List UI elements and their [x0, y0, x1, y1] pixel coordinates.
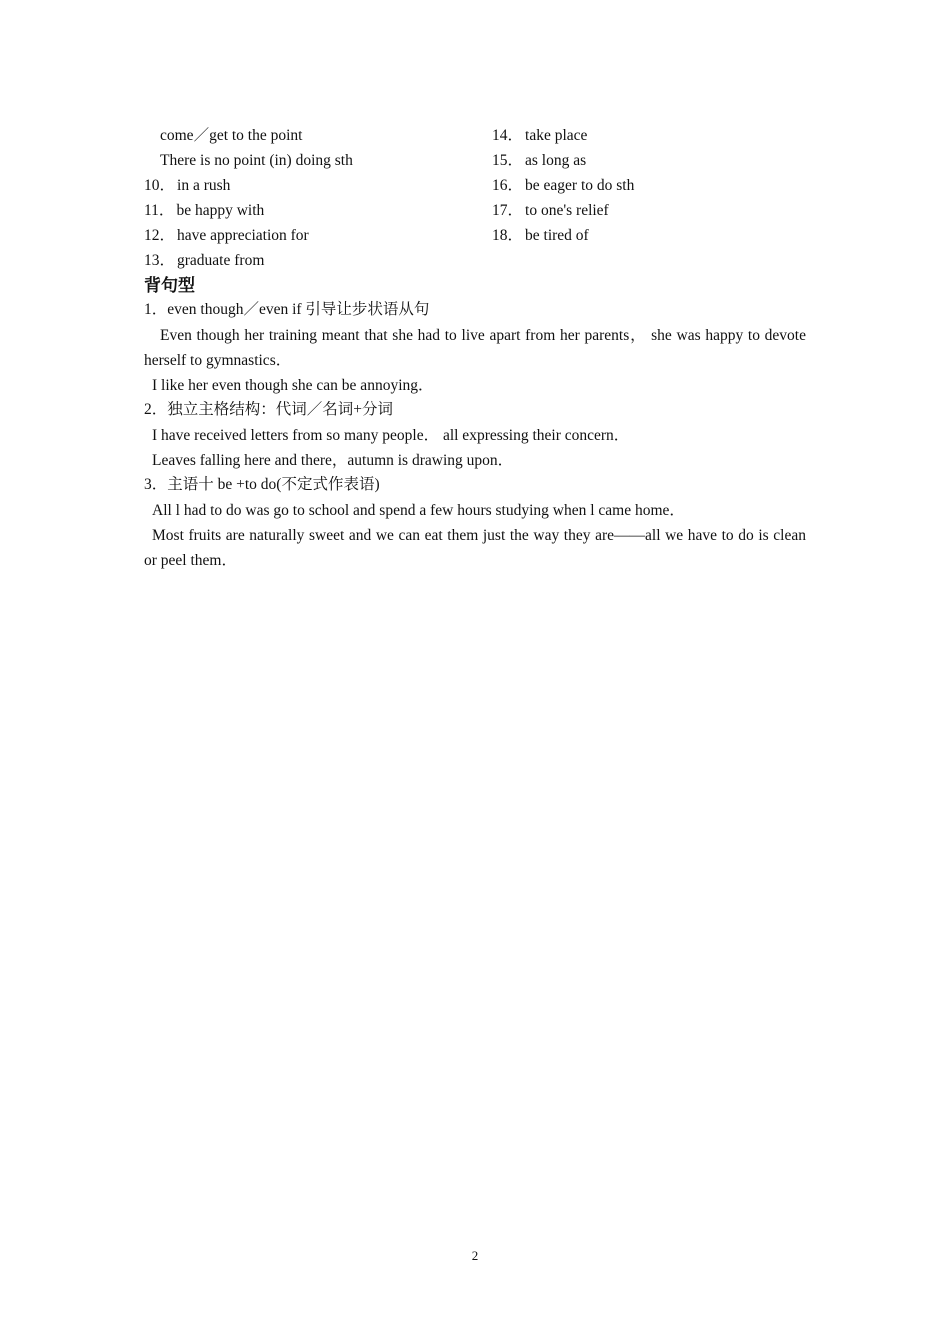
phrase-item — [160, 126, 302, 146]
phrase-item — [144, 201, 264, 221]
phrase-number: 13． — [144, 252, 176, 269]
phrase-text: have appreciation for — [177, 227, 309, 244]
example-sentence: Leaves falling here and there，autumn is drawing upon． — [152, 452, 514, 469]
pattern-title: 1．even though／even if 引导让步状语从句 — [144, 301, 430, 318]
phrase-item — [492, 176, 634, 196]
phrase-item — [144, 226, 309, 246]
section-heading: 背句型 — [144, 276, 195, 296]
phrase-number: 16． — [492, 177, 524, 194]
pattern-title: 3．主语十 be +to do(不定式作表语) — [144, 476, 380, 493]
example-sentence: I have received letters from so many people． all expressing their concern． — [152, 427, 630, 444]
example-sentence: All l had to do was go to school and spend a few hours studying when l came home． — [152, 502, 685, 519]
pattern-title: 2．独立主格结构：代词／名词+分词 — [144, 401, 393, 418]
phrase-text: be tired of — [525, 227, 589, 244]
phrase-text: be happy with — [176, 202, 265, 219]
phrase-text: come／get to the point — [160, 127, 303, 144]
example-sentence: I like her even though she can be annoying． — [152, 377, 434, 394]
phrase-text: graduate from — [177, 252, 265, 269]
phrase-text: in a rush — [177, 177, 231, 194]
phrase-number: 10． — [144, 177, 176, 194]
phrase-item — [492, 151, 586, 171]
phrase-item — [160, 151, 353, 171]
phrase-number: 17． — [492, 202, 524, 219]
phrase-number: 14． — [492, 127, 524, 144]
phrase-text: to one's relief — [525, 202, 609, 219]
phrase-text: be eager to do sth — [525, 177, 635, 194]
phrase-number: 11． — [144, 202, 175, 219]
phrase-text: There is no point (in) doing sth — [160, 152, 353, 169]
phrase-text: as long as — [525, 152, 587, 169]
page-number: 2 — [471, 1248, 479, 1263]
phrase-item — [492, 126, 587, 146]
phrase-number: 12． — [144, 227, 176, 244]
phrase-item — [144, 176, 230, 196]
example-sentence: Most fruits are naturally sweet and we can eat them just the way they are——all we have to do is clean or peel them． — [144, 527, 806, 569]
phrase-item — [492, 201, 609, 221]
phrase-number: 18． — [492, 227, 524, 244]
example-sentence: Even though her training meant that she had to live apart from her parents， she was happy to devote herself to gymnastics． — [144, 327, 806, 369]
phrase-number: 15． — [492, 152, 524, 169]
phrase-item — [144, 251, 264, 271]
phrase-item — [492, 226, 589, 246]
phrase-text: take place — [525, 127, 588, 144]
